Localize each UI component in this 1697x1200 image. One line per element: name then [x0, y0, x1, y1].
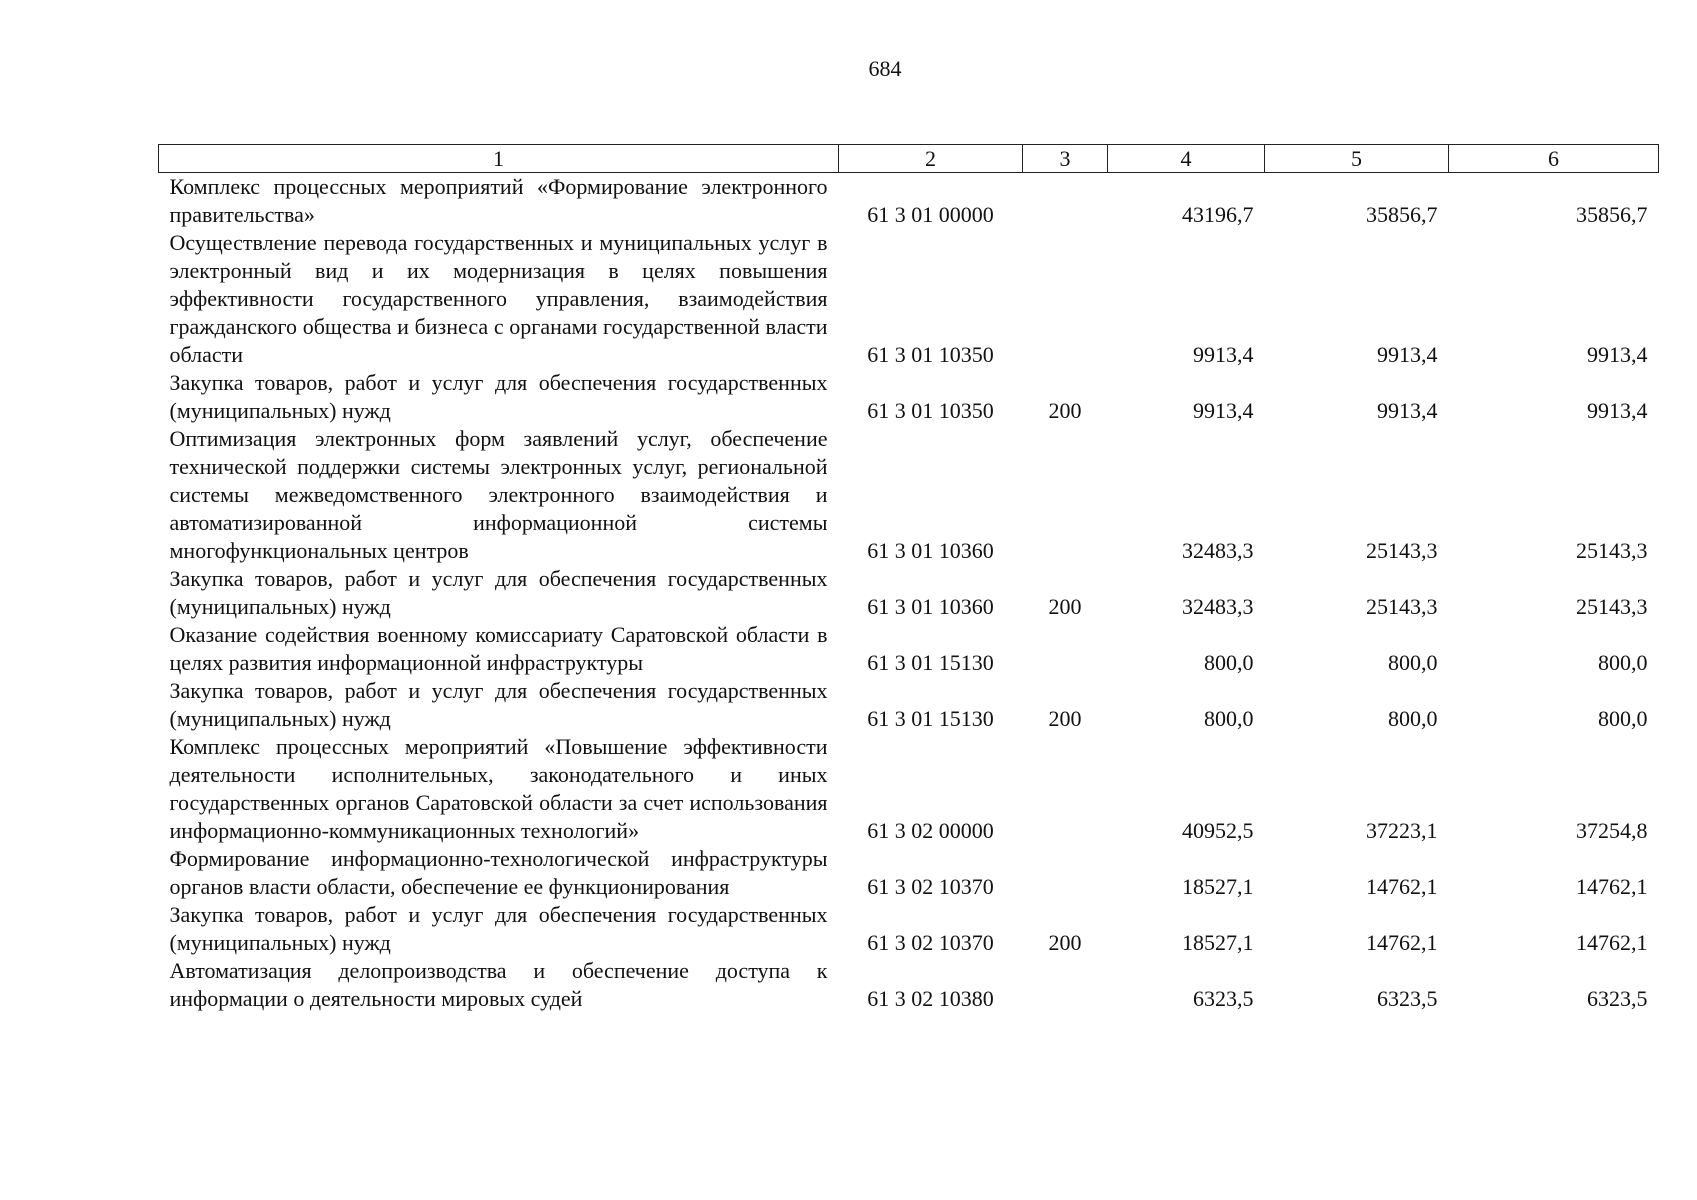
row-code: 61 3 02 10380 — [867, 986, 994, 1011]
row-expense-type — [1023, 425, 1108, 565]
table-row — [159, 173, 1659, 230]
row-value-col5: 25143,3 — [1366, 538, 1438, 563]
table-row — [159, 677, 1659, 733]
table-row — [159, 621, 1659, 677]
table-body — [159, 173, 1659, 1014]
row-value-col4: 9913,4 — [1193, 342, 1254, 367]
column-header-6: 6 — [1449, 145, 1659, 173]
row-value-col4: 40952,5 — [1182, 818, 1254, 843]
row-expense-type: 200 — [1048, 706, 1082, 731]
row-value-col4: 32483,3 — [1182, 538, 1254, 563]
row-value-col5: 14762,1 — [1366, 874, 1438, 899]
row-code: 61 3 02 10370 — [867, 874, 994, 899]
row-value-col5: 6323,5 — [1377, 986, 1438, 1011]
row-code: 61 3 01 15130 — [867, 650, 994, 675]
row-value-col5: 800,0 — [1388, 650, 1438, 675]
row-name: Оказание содействия военному комиссариату Саратовской области в целях развития информационной инфраструктуры — [169, 622, 828, 675]
table-row — [159, 845, 1659, 901]
row-value-col4: 32483,3 — [1182, 594, 1254, 619]
row-value-col6: 14762,1 — [1576, 874, 1648, 899]
row-name: Комплекс процессных мероприятий «Формирование электронного правительства» — [169, 174, 828, 227]
row-name: Комплекс процессных мероприятий «Повышение эффективности деятельности исполнительных, законодательного и иных государственных органов Саратовской области за счет использования информационно-коммуникационных технологий» — [169, 734, 828, 843]
row-expense-type: 200 — [1048, 930, 1082, 955]
column-header-2: 2 — [839, 145, 1023, 173]
row-expense-type — [1023, 229, 1108, 369]
row-expense-type: 200 — [1048, 594, 1082, 619]
row-value-col5: 37223,1 — [1366, 818, 1438, 843]
row-name: Закупка товаров, работ и услуг для обеспечения государственных (муниципальных) нужд — [169, 566, 828, 619]
row-value-col6: 800,0 — [1598, 706, 1648, 731]
row-code: 61 3 01 15130 — [867, 706, 994, 731]
row-value-col6: 9913,4 — [1587, 342, 1648, 367]
row-value-col6: 37254,8 — [1576, 818, 1648, 843]
row-expense-type — [1023, 173, 1108, 230]
table-row — [159, 229, 1659, 369]
table-row — [159, 425, 1659, 565]
row-value-col4: 18527,1 — [1182, 930, 1254, 955]
row-value-col6: 9913,4 — [1587, 398, 1648, 423]
row-value-col4: 800,0 — [1204, 706, 1254, 731]
table-row — [159, 565, 1659, 621]
row-value-col6: 35856,7 — [1576, 202, 1648, 227]
row-name: Закупка товаров, работ и услуг для обеспечения государственных (муниципальных) нужд — [169, 902, 828, 955]
table-row — [159, 733, 1659, 845]
row-code: 61 3 01 10360 — [867, 538, 994, 563]
row-value-col6: 14762,1 — [1576, 930, 1648, 955]
row-code: 61 3 01 10350 — [867, 398, 994, 423]
row-expense-type — [1023, 957, 1108, 1013]
row-name: Формирование информационно-технологической инфраструктуры органов власти области, обеспечение ее функционирования — [169, 846, 828, 899]
row-value-col4: 43196,7 — [1182, 202, 1254, 227]
table-row — [159, 369, 1659, 425]
column-header-4: 4 — [1108, 145, 1265, 173]
column-header-1: 1 — [159, 145, 839, 173]
row-name: Автоматизация делопроизводства и обеспечение доступа к информации о деятельности мировых судей — [169, 958, 828, 1011]
row-value-col6: 6323,5 — [1587, 986, 1648, 1011]
table-row — [159, 957, 1659, 1013]
row-expense-type — [1023, 845, 1108, 901]
row-name: Оптимизация электронных форм заявлений услуг, обеспечение технической поддержки системы электронных услуг, региональной системы межведомственного электронного взаимодействия и автоматизированной информационной системы многофункциональных центров — [169, 426, 828, 563]
row-value-col5: 800,0 — [1388, 706, 1438, 731]
row-value-col6: 800,0 — [1598, 650, 1648, 675]
page-number: 684 — [868, 56, 902, 81]
budget-table — [158, 144, 1659, 1013]
row-name: Закупка товаров, работ и услуг для обеспечения государственных (муниципальных) нужд — [169, 678, 828, 731]
row-value-col5: 25143,3 — [1366, 594, 1438, 619]
table-row — [159, 901, 1659, 957]
row-value-col4: 6323,5 — [1193, 986, 1254, 1011]
row-expense-type: 200 — [1048, 398, 1082, 423]
row-value-col5: 35856,7 — [1366, 202, 1438, 227]
header-row — [159, 145, 1659, 173]
row-value-col5: 9913,4 — [1377, 342, 1438, 367]
table-header — [159, 145, 1659, 173]
row-expense-type — [1023, 733, 1108, 845]
row-name: Закупка товаров, работ и услуг для обеспечения государственных (муниципальных) нужд — [169, 370, 828, 423]
row-value-col4: 800,0 — [1204, 650, 1254, 675]
row-code: 61 3 01 00000 — [867, 202, 994, 227]
row-value-col4: 9913,4 — [1193, 398, 1254, 423]
row-code: 61 3 01 10360 — [867, 594, 994, 619]
row-code: 61 3 01 10350 — [867, 342, 994, 367]
row-value-col6: 25143,3 — [1576, 538, 1648, 563]
column-header-5: 5 — [1265, 145, 1449, 173]
column-header-3: 3 — [1023, 145, 1108, 173]
row-code: 61 3 02 00000 — [867, 818, 994, 843]
row-value-col6: 25143,3 — [1576, 594, 1648, 619]
row-value-col4: 18527,1 — [1182, 874, 1254, 899]
row-expense-type — [1023, 621, 1108, 677]
row-value-col5: 14762,1 — [1366, 930, 1438, 955]
row-name: Осуществление перевода государственных и муниципальных услуг в электронный вид и их модернизация в целях повышения эффективности государственного управления, взаимодействия гражданского общества и бизнеса с органами государственной власти области — [169, 230, 828, 367]
row-code: 61 3 02 10370 — [867, 930, 994, 955]
row-value-col5: 9913,4 — [1377, 398, 1438, 423]
